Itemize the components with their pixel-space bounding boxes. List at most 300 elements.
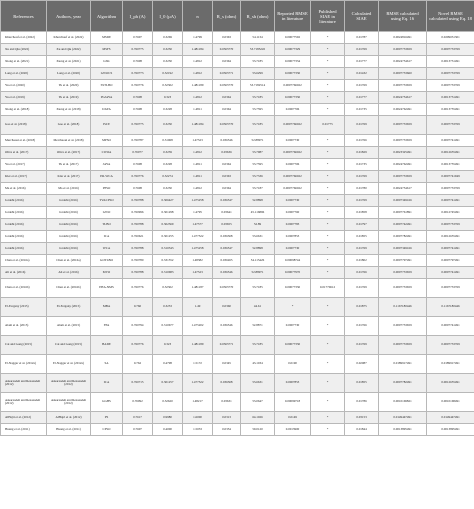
cell-rs: 0.03655 [213, 219, 241, 231]
cell-published-siae: * [311, 336, 345, 355]
cell-published-siae: * [311, 32, 345, 44]
table-row [1, 135, 474, 147]
table-row [1, 56, 474, 68]
cell-i0: 0.302369 [153, 219, 183, 231]
table-row [1, 412, 474, 424]
cell-n: 1.49 [183, 298, 213, 317]
header-rmse-eq16: RMSE calculated using Eq. 16 [379, 1, 427, 32]
cell-algorithm: MVO [91, 267, 123, 279]
cell-n: 1.481189 [183, 336, 213, 355]
table-row [1, 207, 474, 219]
cell-references: Kharchouf et al. (2022) [1, 32, 47, 44]
cell-published-siae: * [311, 135, 345, 147]
cell-calculated-siae: 0.01769 [345, 171, 379, 183]
header-references: References [1, 1, 47, 32]
cell-i0: 0.3230 [153, 44, 183, 56]
cell-calculated-siae: 0.01786 [345, 393, 379, 412]
cell-published-siae: * [311, 374, 345, 393]
cell-n: 1.4811 [183, 159, 213, 171]
cell-i0: 0.310677 [153, 317, 183, 336]
cell-iph: 0.760794 [123, 317, 153, 336]
cell-references: Xiong et al. (2021) [1, 56, 47, 68]
cell-rmse-eq16: 0.0024754617 [379, 183, 427, 195]
table-row [1, 243, 474, 255]
cell-n: 1.477522 [183, 374, 213, 393]
cell-calculated-siae: 0.02087 [345, 355, 379, 374]
table-row [1, 336, 474, 355]
cell-calculated-siae: 0.01858 [345, 207, 379, 219]
cell-algorithm: BADE [91, 336, 123, 355]
cell-calculated-siae: 0.01777 [345, 56, 379, 68]
cell-iph: 0.7608 [123, 92, 153, 104]
cell-published-siae: * [311, 195, 345, 207]
cell-i0: 0.323 [153, 336, 183, 355]
cell-calculated-siae: 0.03153 [345, 412, 379, 424]
cell-rs: 0.0363 [213, 32, 241, 44]
cell-n: 1.481184 [183, 116, 213, 135]
cell-reported-rmse: 0.00077330 [275, 336, 311, 355]
cell-novel-rmse-eq18: 0.0007753769 [427, 219, 474, 231]
cell-references: Huang et al. (2011) [1, 424, 47, 436]
table-row [1, 231, 474, 243]
cell-calculated-siae: 0.01766 [345, 267, 379, 279]
cell-algorithm: MPSO [91, 135, 123, 147]
cell-rsh: 52.8871 [241, 317, 275, 336]
cell-algorithm: GSK [91, 56, 123, 68]
cell-published-siae: * [311, 92, 345, 104]
cell-authors-year: El-Naggar et al. (2012a) [47, 355, 91, 374]
cell-n: 1.475258 [183, 243, 213, 255]
cell-authors-year: AlHajri et al. (2012) [47, 412, 91, 424]
cell-calculated-siae: 0.01769 [345, 195, 379, 207]
cell-references: Xu and Qiu (2022) [1, 44, 47, 56]
header-novel-rmse-eq18: Novel RMSE calculated using Eq. 18 [427, 1, 474, 32]
cell-published-siae: * [311, 231, 345, 243]
cell-novel-rmse-eq18: 0.0007733769 [427, 279, 474, 298]
cell-iph: 0.760788 [123, 195, 153, 207]
cell-reported-rmse: 0.00077329 [275, 44, 311, 56]
cell-i0: 0.3230 [153, 56, 183, 68]
table-row [1, 159, 474, 171]
cell-authors-year: Alam et al. (2015) [47, 317, 91, 336]
cell-authors-year: Yu et al. (2020) [47, 80, 91, 92]
cell-rsh: 53.7336 [241, 171, 275, 183]
cell-calculated-siae: 0.01797 [345, 219, 379, 231]
cell-n: 1.48382 [183, 255, 213, 267]
cell-n: 1.4812 [183, 56, 213, 68]
cell-reported-rmse: 0.00077592 [275, 32, 311, 44]
cell-authors-year: Jordehi (2016) [47, 195, 91, 207]
cell-n: 1.47577 [183, 219, 213, 231]
cell-n: 1.475258 [183, 195, 213, 207]
cell-rs: 0.036265 [213, 255, 241, 267]
header-reported-rmse: Reported RMSE in literature [275, 1, 311, 32]
cell-rsh: 53.6299 [241, 68, 275, 80]
cell-reported-rmse: 0.00077970 [275, 267, 311, 279]
cell-published-siae: * [311, 171, 345, 183]
cell-calculated-siae: 0.01769 [345, 279, 379, 298]
cell-references: Xiong et al. (2018) [1, 104, 47, 116]
cell-algorithm: PS [91, 412, 123, 424]
cell-published-siae: 0.01775 [311, 116, 345, 135]
cell-rmse-eq16: 0.0024762491 [379, 104, 427, 116]
cell-novel-rmse-eq18: 0.1167180446 [427, 298, 474, 317]
cell-i0: 0.306427 [153, 195, 183, 207]
cell-calculated-siae: 0.01769 [345, 80, 379, 92]
cell-novel-rmse-eq18: 0.0007733769 [427, 183, 474, 195]
cell-calculated-siae: 0.01855 [345, 231, 379, 243]
cell-rs: 0.036547 [213, 195, 241, 207]
cell-novel-rmse-eq18: 0.0013755491 [427, 159, 474, 171]
cell-calculated-siae: 0.01769 [345, 336, 379, 355]
cell-authors-year: Chen et al. (2016b) [47, 279, 91, 298]
cell-rmse-eq16: 0.0007733659 [379, 171, 427, 183]
cell-n: 1.4795 [183, 207, 213, 219]
cell-algorithm: GGHS [91, 393, 123, 412]
cell-reported-rmse: 0.00077330 [275, 68, 311, 80]
cell-references: Yu et al. (2017) [1, 159, 47, 171]
cell-i0: 0.310683 [153, 267, 183, 279]
cell-reported-rmse: 0.0149 [275, 412, 311, 424]
cell-reported-rmse: 0.0007766022 [275, 116, 311, 135]
cell-algorithm: TLBO [91, 219, 123, 231]
cell-algorithm: PPSO [91, 183, 123, 195]
cell-reported-rmse: 0.0007853 [275, 374, 311, 393]
cell-rs: 0.036547 [213, 243, 241, 255]
header-algorithm: Algorithm [91, 1, 123, 32]
cell-authors-year: Ma et al. (2016) [47, 183, 91, 195]
cell-n: 1.481187 [183, 279, 213, 298]
cell-rsh: 44.61 [241, 298, 275, 317]
cell-novel-rmse-eq18: 0.0013895491 [427, 424, 474, 436]
cell-i0: 0.3239 [153, 147, 183, 159]
cell-references: Ma et al. (2016) [1, 183, 47, 195]
cell-i0: 0.301257 [153, 374, 183, 393]
cell-algorithm: SA [91, 355, 123, 374]
cell-n: 1.4812 [183, 147, 213, 159]
cell-rsh: 53.6631 [241, 231, 275, 243]
cell-iph: 0.760773 [123, 68, 153, 80]
cell-rmse-eq16: 0.0149447491 [379, 412, 427, 424]
cell-i0: 0.3228 [153, 104, 183, 116]
cell-algorithm: MSFS [91, 44, 123, 56]
cell-reported-rmse: 0.00099718 [275, 393, 311, 412]
cell-rmse-eq16: 0.0007761891 [379, 207, 427, 219]
cell-rs: 0.036368 [213, 374, 241, 393]
cell-iph: 0.760788 [123, 243, 153, 255]
cell-calculated-siae: 0.01432 [345, 68, 379, 80]
cell-published-siae: * [311, 243, 345, 255]
cell-published-siae: * [311, 56, 345, 68]
header-rs: R_s (ohm) [213, 1, 241, 32]
cell-n: 1.4811 [183, 104, 213, 116]
cell-rs: 0.036546 [213, 267, 241, 279]
cell-i0: 0.32274 [153, 171, 183, 183]
cell-n: 1.47523 [183, 267, 213, 279]
cell-calculated-siae: 0.01875 [345, 298, 379, 317]
cell-calculated-siae: 0.01802 [345, 255, 379, 267]
cell-calculated-siae: 0.01777 [345, 92, 379, 104]
cell-rsh: 54.115426 [241, 255, 275, 267]
table-row [1, 219, 474, 231]
cell-n: 1.4799 [183, 32, 213, 44]
cell-iph: 0.7607 [123, 32, 153, 44]
cell-rs: 0.036546 [213, 317, 241, 336]
cell-rs: 0.0363770 [213, 279, 241, 298]
cell-authors-year: Chen et al. (2016a) [47, 255, 91, 267]
cell-rs: 0.036368 [213, 231, 241, 243]
cell-algorithm: ICA [91, 374, 123, 393]
cell-references: Askarzadeh and Rezazadeh (2012) [1, 374, 47, 393]
cell-rs: 0.0363770 [213, 44, 241, 56]
cell-authors-year: Askarzadeh and Rezazadeh (2012) [47, 374, 91, 393]
table-row [1, 68, 474, 80]
cell-n: 1.5172 [183, 355, 213, 374]
cell-calculated-siae: 0.01829 [345, 147, 379, 159]
cell-reported-rmse: 0.0007766022 [275, 80, 311, 92]
cell-novel-rmse-eq18: 0.0010168491 [427, 393, 474, 412]
cell-iph: 0.7608 [123, 159, 153, 171]
cell-authors-year: Gao et al. (2018) [47, 116, 91, 135]
cell-i0: 0.32302 [153, 279, 183, 298]
cell-novel-rmse-eq18: 0.0209031301 [427, 32, 474, 44]
cell-iph: 0.760996 [123, 207, 153, 219]
cell-reported-rmse: 0.00077330 [275, 279, 311, 298]
cell-algorithm: MSDE [91, 32, 123, 44]
cell-authors-year: Xiong et al. (2018) [47, 104, 91, 116]
cell-rmse-eq16: 0.0024762491 [379, 159, 427, 171]
cell-references: Ali et al. (2016) [1, 267, 47, 279]
cell-algorithm: SSTLBO [91, 80, 123, 92]
cell-n: 1.6000 [183, 412, 213, 424]
cell-calculated-siae: 0.01735 [345, 104, 379, 116]
table-row [1, 374, 474, 393]
cell-rs: 0.0364 [213, 56, 241, 68]
cell-iph: 0.760776 [123, 80, 153, 92]
cell-authors-year: Kharchouf et al. (2022) [47, 32, 91, 44]
cell-novel-rmse-eq18: 0.0012745491 [427, 207, 474, 219]
cell-iph: 0.7607 [123, 424, 153, 436]
cell-calculated-siae: 0.01780 [345, 183, 379, 195]
table-row [1, 32, 474, 44]
table-row [1, 171, 474, 183]
table-row [1, 267, 474, 279]
cell-rmse-eq16: 0.0007733659 [379, 80, 427, 92]
cell-rmse-eq16: 0.0013895491 [379, 424, 427, 436]
cell-published-siae: * [311, 68, 345, 80]
cell-rs: 0.0364 [213, 183, 241, 195]
table-row [1, 183, 474, 195]
cell-rsh: 59.0120 [241, 424, 275, 436]
cell-i0: 0.310343 [153, 243, 183, 255]
cell-references: Cai and Gong (2015) [1, 336, 47, 355]
cell-rs: 0.036546 [213, 135, 241, 147]
cell-iph: 0.760788 [123, 219, 153, 231]
cell-references: AlHajri et al. (2012) [1, 412, 47, 424]
cell-novel-rmse-eq18: 0.0012655491 [427, 147, 474, 159]
cell-rmse-eq16: 0.0007733659 [379, 135, 427, 147]
cell-novel-rmse-eq18: 0.0007741491 [427, 317, 474, 336]
cell-iph: 0.760780 [123, 255, 153, 267]
cell-published-siae: * [311, 159, 345, 171]
cell-references: Yu et al. (2019) [1, 92, 47, 104]
cell-rs: 0.0360 [213, 298, 241, 317]
cell-algorithm: GOTLBO [91, 255, 123, 267]
cell-rs: 0.0364 [213, 92, 241, 104]
cell-calculated-siae: 0.01766 [345, 317, 379, 336]
cell-rs: 0.03631 [213, 393, 241, 412]
cell-published-siae: * [311, 207, 345, 219]
cell-reported-rmse: 0.0007783 [275, 219, 311, 231]
cell-iph: 0.76092 [123, 393, 153, 412]
cell-reported-rmse: * [275, 298, 311, 317]
cell-rs: 0.0364 [213, 104, 241, 116]
cell-authors-year: Askarzadeh and Rezazadeh (2012) [47, 393, 91, 412]
cell-rs: 0.0363771 [213, 68, 241, 80]
cell-n: 1.481184 [183, 44, 213, 56]
cell-authors-year: Xu and Qiu (2022) [47, 44, 91, 56]
cell-rmse-eq16: 0.0007797491 [379, 255, 427, 267]
cell-reported-rmse: 0.0190 [275, 355, 311, 374]
cell-references: Jordehi (2016) [1, 243, 47, 255]
cell-rsh: 53.7185 [241, 116, 275, 135]
cell-rmse-eq16: 0.0189917491 [379, 355, 427, 374]
cell-novel-rmse-eq18: 0.0007741491 [427, 243, 474, 255]
cell-reported-rmse: 0.0007760 [275, 207, 311, 219]
cell-rsh: 52.8898 [241, 195, 275, 207]
cell-reported-rmse: 0.0007730 [275, 317, 311, 336]
cell-novel-rmse-eq18: 0.0149447491 [427, 412, 474, 424]
cell-i0: 0.32620 [153, 393, 183, 412]
table-row [1, 298, 474, 317]
cell-authors-year: Ali et al. (2016) [47, 267, 91, 279]
cell-published-siae: * [311, 183, 345, 195]
cell-references: Gao et al. (2018) [1, 116, 47, 135]
cell-rsh: 52.88971 [241, 267, 275, 279]
cell-i0: 0.4798 [153, 355, 183, 374]
cell-rmse-eq16: 0.0007733659 [379, 317, 427, 336]
cell-rsh: 54.1134 [241, 32, 275, 44]
header-rsh: R_sh (ohm) [241, 1, 275, 32]
header-iph: I_ph (A) [123, 1, 153, 32]
cell-novel-rmse-eq18: 0.0007741949 [427, 171, 474, 183]
cell-references: Jordehi (2016) [1, 231, 47, 243]
cell-reported-rmse: 0.00077330 [275, 92, 311, 104]
cell-rs: 0.0363770 [213, 80, 241, 92]
cell-iph: 0.7608 [123, 183, 153, 195]
cell-references: El-Fergany (2015) [1, 298, 47, 317]
cell-rmse-eq16: 0.0007733659 [379, 267, 427, 279]
cell-i0: 0.4000 [153, 424, 183, 436]
cell-rsh: 53.7187 [241, 183, 275, 195]
cell-i0: 0.3253 [153, 298, 183, 317]
cell-reported-rmse: 0.0007766022 [275, 183, 311, 195]
cell-iph: 0.760621 [123, 231, 153, 243]
cell-calculated-siae: 0.01769 [345, 243, 379, 255]
table-row [1, 393, 474, 412]
cell-algorithm: WCA [91, 243, 123, 255]
table-row [1, 147, 474, 159]
cell-rs: 0.0364 [213, 159, 241, 171]
table-row [1, 355, 474, 374]
cell-reported-rmse: 0.0007766022 [275, 171, 311, 183]
cell-algorithm: PGJAYA [91, 92, 123, 104]
cell-reported-rmse: 0.0007730 [275, 135, 311, 147]
cell-novel-rmse-eq18: 0.0007733769 [427, 68, 474, 80]
cell-algorithm: EHA-NMS [91, 279, 123, 298]
cell-published-siae: * [311, 104, 345, 116]
cell-rmse-eq16: 0.0007742491 [379, 219, 427, 231]
cell-rmse-eq16: 0.0023325491 [379, 147, 427, 159]
cell-i0: 0.3230 [153, 183, 183, 195]
cell-references: Long et al. (2020) [1, 68, 47, 80]
cell-algorithm: TVACPSO [91, 195, 123, 207]
cell-n: 1.4812 [183, 92, 213, 104]
cell-algorithm: MBA [91, 298, 123, 317]
cell-novel-rmse-eq18: 0.0013731491 [427, 92, 474, 104]
cell-rs: 0.0363770 [213, 116, 241, 135]
cell-algorithm: ICA [91, 231, 123, 243]
cell-algorithm: GWOCS [91, 68, 123, 80]
cell-calculated-siae: 0.01766 [345, 135, 379, 147]
cell-n: 1.477522 [183, 231, 213, 243]
cell-references: El-Naggar et al. (2012a) [1, 355, 47, 374]
cell-n: 1.481189 [183, 80, 213, 92]
cell-rsh: 52.88971 [241, 135, 275, 147]
cell-rmse-eq16: 0.0007349166 [379, 243, 427, 255]
cell-rsh: 53.7185 [241, 56, 275, 68]
cell-rmse-eq16: 0.0007349166 [379, 195, 427, 207]
cell-i0: 0.32302 [153, 80, 183, 92]
cell-authors-year: Cai and Gong (2015) [47, 336, 91, 355]
cell-rs: 0.03641 [213, 207, 241, 219]
cell-references: Askarzadeh and Rezazadeh (2012) [1, 393, 47, 412]
cell-i0: 0.31068 [153, 135, 183, 147]
cell-authors-year: Huang et al. (2011) [47, 424, 91, 436]
cell-published-siae: * [311, 80, 345, 92]
cell-rsh: 43.1034 [241, 355, 275, 374]
cell-authors-year: Jordehi (2016) [47, 243, 91, 255]
cell-calculated-siae: 0.01844 [345, 424, 379, 436]
cell-reported-rmse: 0.0007766022 [275, 147, 311, 159]
cell-published-siae: * [311, 393, 345, 412]
header-i0: I_0 (µA) [153, 1, 183, 32]
cell-n: 1.5033 [183, 424, 213, 436]
cell-authors-year: Jordehi (2016) [47, 231, 91, 243]
cell-rsh: 53.7185 [241, 336, 275, 355]
cell-algorithm: GWO [91, 207, 123, 219]
cell-rsh: 53.7185 [241, 279, 275, 298]
cell-published-siae: * [311, 355, 345, 374]
cell-i0: 0.331552 [153, 255, 183, 267]
cell-reported-rmse: 0.0007730 [275, 195, 311, 207]
cell-novel-rmse-eq18: 0.0013731491 [427, 56, 474, 68]
header-authors-year: Authors, year [47, 1, 91, 32]
table-row [1, 80, 474, 92]
cell-rmse-eq16: 0.0007733659 [379, 44, 427, 56]
cell-reported-rmse: 0.00077334 [275, 56, 311, 68]
cell-references: Jordehi (2016) [1, 195, 47, 207]
cell-rsh: 53.7185245 [241, 44, 275, 56]
cell-i0: 0.32192 [153, 68, 183, 80]
cell-rmse-eq16: 0.0007782491 [379, 231, 427, 243]
cell-authors-year: Oliva et al. (2017) [47, 147, 91, 159]
cell-authors-year: Long et al. (2020) [47, 68, 91, 80]
cell-algorithm: JAYA [91, 159, 123, 171]
cell-references: Chen et al. (2016b) [1, 279, 47, 298]
cell-published-siae: * [311, 298, 345, 317]
cell-reported-rmse: 0.00098744 [275, 255, 311, 267]
